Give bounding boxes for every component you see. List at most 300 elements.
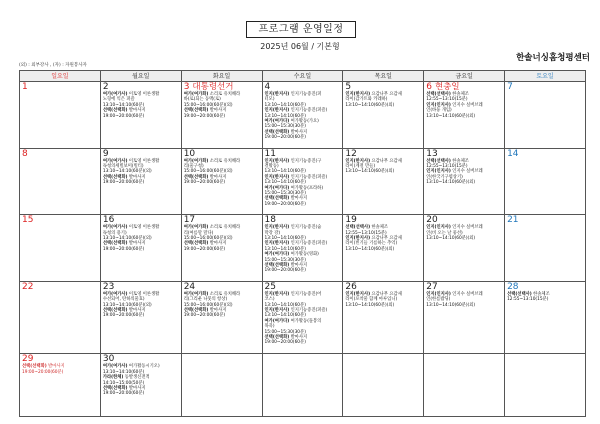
day-cell: [505, 281, 586, 354]
event-line: [263, 135, 343, 140]
event-text: 13:10~14:10(60분)(외): [345, 102, 395, 108]
event-text: 15:00~16:00(60분)(외): [183, 169, 233, 175]
event-text: 13:10~14:10(60분): [264, 180, 306, 186]
day-number: 26: [345, 281, 357, 292]
event-text: 13:10~14:10(60분)(외): [102, 169, 152, 175]
event-text: 발마사지: [128, 386, 146, 392]
event-line: [424, 114, 504, 119]
event-text: 한솔체조: [452, 158, 469, 164]
event-text: 14:10~15:00(50분): [102, 380, 145, 386]
event-line: [343, 236, 423, 247]
day-number: 22: [22, 281, 34, 292]
event-text: 13:10~14:10(60분): [102, 102, 145, 108]
day-number: 30: [102, 354, 115, 365]
event-text: 발마사지: [290, 129, 308, 135]
day-number: 11: [264, 148, 276, 159]
event-text: 인지기능증진(구 결활동): [264, 158, 322, 169]
week-row: [20, 82, 586, 149]
weekday-header: 토요일: [505, 71, 586, 82]
event-category: 인지(한지사): [345, 92, 371, 97]
day-number: 5: [345, 82, 352, 92]
event-line: [182, 114, 262, 119]
day-header: [182, 282, 262, 292]
weekday-header: 월요일: [100, 71, 181, 82]
event-text: 인지수 실버브레 인(한름밥딩): [426, 291, 483, 303]
event-category: 여가(여가다): [264, 185, 290, 191]
event-text: 13:10~14:10(60분): [264, 169, 306, 175]
day-cell: [262, 354, 343, 417]
event-line: [182, 92, 262, 103]
event-text: 15:00~15:30(30분): [264, 329, 306, 335]
day-number: 12: [345, 148, 357, 159]
event-category: 인지(한지사): [264, 308, 290, 313]
event-line: [263, 202, 343, 207]
event-text: 19:00~20:00(60분): [264, 135, 306, 141]
day-number: 18: [264, 215, 276, 226]
event-text: 19:00~20:00(60분): [183, 113, 226, 119]
day-cell: [20, 82, 101, 149]
event-text: 인지기능증진(퍼즐): [290, 174, 328, 180]
event-text: 소리로 유치해라 바(로)되는 동맥(로): [183, 92, 241, 103]
week-row: [20, 148, 586, 215]
day-number: 21: [507, 215, 519, 226]
event-text: 19:00~20:00(60분): [264, 340, 306, 346]
event-line: [182, 292, 262, 303]
event-text: 요감나무 요감새 라이(포착물 함께 마루입니): [345, 291, 402, 303]
event-line: [343, 303, 423, 308]
event-line: [101, 391, 181, 396]
day-number: 24: [183, 281, 196, 292]
event-text: 19:00~20:00(60분): [264, 201, 306, 207]
event-text: 인지수 실버브레 인(바둥 개임): [426, 102, 483, 114]
event-text: 19:00~20:00(60분): [102, 246, 145, 252]
event-category: 인지(인지사): [426, 291, 451, 297]
event-category: 선택(선택화): [22, 364, 47, 370]
event-line: [505, 297, 585, 302]
event-category: 가라(한체): [102, 375, 124, 381]
day-cell: [505, 148, 586, 215]
event-text: 한솔체조: [371, 225, 389, 231]
event-text: 19:00~20:00(60분): [183, 313, 226, 319]
week-row: [20, 215, 586, 282]
event-text: 요감나무 요감새 라이(계절 만들): [345, 158, 402, 169]
event-category: 인지(한지사): [264, 225, 290, 231]
event-line: [263, 319, 343, 330]
event-category: 인지(한지사): [264, 108, 290, 114]
event-text: 발마사지: [209, 174, 227, 180]
day-cell: [424, 215, 505, 282]
event-line: [101, 159, 181, 170]
day-number: 27: [426, 281, 438, 292]
event-text: 인지기능증진(숨 막강 강): [264, 225, 322, 236]
day-header: [101, 82, 181, 92]
day-header: [101, 354, 181, 364]
event-category: 선택(선택사): [426, 158, 451, 164]
event-category: 선택(선택화): [102, 308, 128, 313]
event-category: 선택(선택사): [426, 92, 451, 97]
weekday-header-row: [20, 71, 586, 82]
day-header: [263, 149, 343, 159]
event-text: 인지기능증진(퍼 터모): [264, 92, 322, 103]
day-cell: [343, 215, 424, 282]
day-number: 25: [264, 281, 276, 292]
event-category: 선택(선택화): [102, 241, 128, 247]
event-text: 여가활동(프라하): [290, 185, 324, 191]
event-category: 인지(인지사): [426, 102, 451, 108]
day-number: 19: [345, 215, 357, 226]
event-category: 선택(선택화): [264, 196, 290, 202]
event-category: 여가(여가사): [102, 364, 128, 370]
week-row: [20, 354, 586, 417]
event-text: 15:00~15:30(30분): [264, 124, 306, 130]
event-category: 선택(선택사): [345, 225, 371, 231]
event-category: 인지(한지사): [345, 236, 371, 241]
event-text: 인지기능증진(퍼즐): [290, 308, 328, 313]
day-number: 7: [507, 82, 513, 92]
event-category: 여가(여가다): [264, 119, 290, 125]
day-cell: [262, 215, 343, 282]
event-text: 19:00~20:00(60분): [183, 246, 226, 252]
event-text: 13:10~14:10(60분)(외): [345, 246, 395, 252]
event-text: 요감나무 요감새 라이(빈기들 기름하는 추억): [345, 236, 402, 247]
event-line: [263, 268, 343, 273]
day-cell: [20, 215, 101, 282]
event-category: 여가(여가화): [183, 225, 209, 231]
page-subtitle: 2025년 06월 / 기본형: [260, 42, 340, 51]
event-text: 소리로 유치해라 리(그리운 나뭇의 항상): [183, 291, 241, 303]
event-text: 19:00~20:00(60분): [22, 369, 64, 375]
day-cell: [343, 354, 424, 417]
event-category: 여가(여가사): [102, 225, 128, 231]
event-line: [182, 247, 262, 252]
event-text: 인지수 실버브레 인(한국기구엽상기): [426, 169, 483, 180]
event-text: 12:55~13:10(15분): [507, 297, 549, 303]
event-text: 19:00~20:00(60분): [102, 180, 145, 186]
day-header: [263, 215, 343, 225]
event-line: [101, 92, 181, 103]
event-category: 인지(한지사): [264, 92, 290, 97]
day-header: [505, 149, 585, 159]
event-text: 여가활동(영화): [290, 252, 319, 258]
day-header: [424, 149, 504, 159]
event-line: [343, 159, 423, 170]
event-text: 인지수 실버브레 인(비 오는 날 풍선): [426, 225, 483, 236]
event-text: 19:00~20:00(60분): [102, 113, 145, 119]
day-cell: [424, 82, 505, 149]
event-category: 여가(여가화): [183, 92, 209, 97]
day-cell: [424, 281, 505, 354]
event-line: [343, 92, 423, 103]
day-cell: [424, 148, 505, 215]
event-category: 여가(여가사): [102, 291, 128, 297]
day-cell: [100, 215, 181, 282]
event-text: 이토영 이론생활 수선되어, 탄하의물효): [102, 291, 160, 303]
event-line: [263, 159, 343, 170]
day-header: [101, 215, 181, 225]
day-number: 23: [102, 281, 115, 292]
event-text: 발마사지: [209, 241, 227, 247]
day-cell: [343, 148, 424, 215]
event-text: 19:00~20:00(60분): [264, 268, 306, 274]
day-cell: [181, 148, 262, 215]
day-cell: [262, 148, 343, 215]
event-text: 발마사지: [209, 108, 227, 114]
day-cell: [100, 148, 181, 215]
day-cell: [505, 82, 586, 149]
day-cell: [20, 354, 101, 417]
holiday-label: 현충일: [434, 82, 460, 92]
event-category: 여가(여가화): [183, 158, 209, 164]
event-text: 13:10~14:10(60분)(외): [426, 180, 476, 186]
event-line: [424, 169, 504, 180]
event-line: [263, 92, 343, 103]
event-line: [101, 225, 181, 236]
event-category: 인지(한지사): [345, 291, 371, 297]
event-line: [424, 103, 504, 114]
day-cell: [262, 281, 343, 354]
page-title: 프로그램 운영일정: [246, 21, 356, 38]
event-text: 13:10~14:10(60분): [264, 236, 306, 241]
event-text: 소리로 유치해라 리(울구청): [183, 158, 241, 169]
event-line: [424, 180, 504, 185]
event-text: 13:10~14:10(60분): [264, 113, 306, 119]
event-line: [424, 225, 504, 236]
day-header: [505, 82, 585, 92]
event-line: [424, 236, 504, 241]
weekday-header: 목요일: [343, 71, 424, 82]
event-text: 13:10~14:10(60분): [264, 102, 306, 108]
event-category: 선택(선택화): [183, 241, 209, 247]
day-header: [424, 282, 504, 292]
event-line: [182, 225, 262, 236]
event-text: 13:10~14:10(60분)(외): [426, 236, 476, 241]
event-line: [424, 303, 504, 308]
event-text: 13:10~14:10(60분)(외): [345, 169, 395, 175]
event-text: 13:10~14:10(60분)(외): [426, 302, 476, 308]
event-category: 선택(선택화): [102, 386, 128, 392]
week-row: [20, 281, 586, 354]
event-text: 소리로 유치해라 리(여름말 말다): [183, 225, 241, 236]
day-header: [343, 215, 423, 225]
event-text: 발마사지: [290, 263, 308, 269]
event-text: 한솔체조: [533, 291, 550, 297]
weekday-header: 일요일: [20, 71, 101, 82]
day-number: 10: [183, 148, 196, 159]
day-cell: [343, 82, 424, 149]
event-text: 인지기능증진(퍼즐): [290, 108, 328, 114]
event-line: [101, 292, 181, 303]
day-number: 17: [183, 215, 196, 226]
event-text: 인지기능증진(어 코스): [264, 291, 322, 303]
event-text: 13:10~14:10(60분): [264, 246, 306, 252]
day-header: [263, 282, 343, 292]
event-category: 인지(한지사): [345, 158, 371, 164]
event-text: 동발생신전적: [124, 375, 150, 381]
day-cell: [20, 148, 101, 215]
day-header: [20, 149, 100, 159]
event-text: 19:00~20:00(60분): [183, 180, 226, 186]
event-text: 요감나무 요감새 라이(감가트와 카레하): [345, 92, 402, 103]
event-text: 12:55~13:10(15분): [345, 230, 387, 236]
event-text: 발마사지: [128, 174, 146, 180]
event-category: 여가(여가다): [264, 252, 290, 258]
event-text: 12:55~13:10(15분): [426, 164, 468, 169]
event-line: [343, 247, 423, 252]
event-category: 선택(선택화): [102, 108, 128, 114]
event-category: 인지(인지사): [426, 169, 451, 175]
day-number: 15: [22, 215, 34, 226]
event-text: 여가활동(돌봉의 목욕): [264, 318, 322, 330]
event-category: 선택(선택화): [183, 308, 209, 313]
event-line: [263, 225, 343, 236]
weekday-header: 금요일: [424, 71, 505, 82]
event-category: 인지(한지사): [264, 158, 290, 164]
organization-name: 한솔너싱홈청평센터: [516, 53, 590, 63]
day-header: [505, 215, 585, 225]
event-line: [263, 292, 343, 303]
event-line: [343, 169, 423, 174]
event-category: 인지(한지사): [264, 291, 290, 297]
event-text: 13:10~14:10(60분): [264, 313, 306, 319]
event-category: 인지(한지사): [264, 241, 290, 247]
event-text: 발마사지: [128, 108, 146, 114]
event-text: 발마사지: [209, 308, 227, 313]
event-text: 발마사지: [290, 335, 308, 341]
event-text: 이토영 이론생활 노형에 익은 퍼즐: [102, 92, 160, 103]
day-header: [182, 215, 262, 225]
event-line: [101, 313, 181, 318]
legend-note: (외) : 외부강사 , (자) : 자원봉사자: [19, 63, 87, 68]
day-cell: [424, 354, 505, 417]
day-header: [343, 82, 423, 92]
day-number: 14: [507, 148, 519, 159]
day-number: 2: [102, 82, 109, 92]
event-text: 15:00~16:00(60분)(외): [183, 102, 233, 108]
day-cell: [181, 281, 262, 354]
event-text: 13:10~14:10(60분): [264, 302, 306, 308]
event-text: 15:00~15:30(30분): [264, 257, 306, 263]
event-category: 선택(선택화): [264, 263, 290, 269]
day-cell: [100, 281, 181, 354]
day-cell: [505, 215, 586, 282]
event-category: 여가(여가화): [183, 291, 209, 297]
day-header: [20, 82, 100, 92]
event-category: 선택(선택사): [507, 291, 532, 297]
event-category: 선택(선택화): [264, 129, 290, 135]
day-cell: [262, 82, 343, 149]
holiday-label: 대통령선거: [192, 82, 234, 92]
event-line: [263, 340, 343, 345]
event-category: 선택(선택화): [183, 174, 209, 180]
day-number: 16: [102, 215, 115, 226]
event-category: 선택(선택화): [183, 108, 209, 114]
day-cell: [100, 354, 181, 417]
event-line: [343, 103, 423, 108]
event-line: [101, 114, 181, 119]
event-category: 인지(인지사): [426, 225, 451, 231]
day-number: 29: [22, 354, 34, 365]
weekday-header: 화요일: [181, 71, 262, 82]
event-line: [101, 247, 181, 252]
event-text: 15:00~16:00(60분)(외): [183, 236, 233, 241]
event-text: 여가활동시기오): [128, 364, 160, 370]
event-line: [182, 313, 262, 318]
calendar-table: [19, 70, 586, 417]
day-header: [182, 149, 262, 159]
day-header: [424, 215, 504, 225]
event-category: 선택(선택화): [264, 335, 290, 341]
event-text: 한솔체조: [452, 92, 469, 97]
event-text: 13:10~14:10(60분)(외): [102, 236, 152, 241]
event-text: 12:55~13:10(15분): [426, 97, 468, 103]
event-text: 19:00~20:00(60분): [102, 391, 145, 397]
day-header: [263, 82, 343, 92]
event-text: 19:00~20:00(60분): [102, 313, 145, 319]
day-header: [20, 215, 100, 225]
event-text: 발마사지: [128, 241, 146, 247]
day-header: [101, 149, 181, 159]
event-text: 13:10~14:10(60분)(외): [426, 113, 476, 119]
day-cell: [181, 354, 262, 417]
day-number: 28: [507, 281, 519, 292]
day-header: [20, 354, 100, 364]
day-cell: [181, 215, 262, 282]
event-category: 여가(여가사): [102, 158, 128, 164]
event-text: 13:10~14:10(60분): [102, 369, 145, 375]
day-header: [505, 282, 585, 292]
day-header: [182, 82, 262, 92]
day-number: 6: [426, 82, 432, 92]
day-cell: [181, 82, 262, 149]
day-number: 20: [426, 215, 438, 226]
day-header: [343, 149, 423, 159]
event-text: 발마사지: [48, 364, 65, 370]
event-line: [20, 370, 100, 375]
day-number: 9: [102, 148, 109, 159]
day-header: [424, 82, 504, 92]
day-header: [343, 282, 423, 292]
day-number: 1: [22, 82, 28, 92]
day-number: 4: [264, 82, 271, 92]
day-cell: [100, 82, 181, 149]
event-category: 여가(여가다): [264, 318, 290, 324]
day-header: [20, 282, 100, 292]
event-line: [182, 180, 262, 185]
event-line: [101, 180, 181, 185]
event-text: 인지기능증진(퍼즐): [290, 241, 328, 247]
event-category: 선택(선택화): [102, 174, 128, 180]
day-number: 8: [22, 148, 28, 159]
event-line: [424, 292, 504, 303]
event-text: 이토영 이론생활 독청의 용기): [102, 225, 160, 236]
event-text: 여가활동(가요): [290, 119, 319, 125]
day-cell: [343, 281, 424, 354]
event-text: 13:10~14:10(60분)(외): [102, 302, 152, 308]
calendar-body: [20, 82, 586, 417]
event-category: 여가(여가사): [102, 92, 128, 97]
event-text: 13:10~14:10(60분)(외): [345, 302, 395, 308]
event-line: [343, 292, 423, 303]
day-header: [101, 282, 181, 292]
event-text: 발마사지: [290, 196, 308, 202]
event-text: 15:00~16:00(60분)(외): [183, 302, 233, 308]
day-cell: [505, 354, 586, 417]
day-cell: [20, 281, 101, 354]
day-number: 3: [183, 82, 190, 92]
event-category: 인지(한지사): [264, 174, 290, 180]
event-text: 발마사지: [128, 308, 146, 313]
event-line: [182, 159, 262, 170]
